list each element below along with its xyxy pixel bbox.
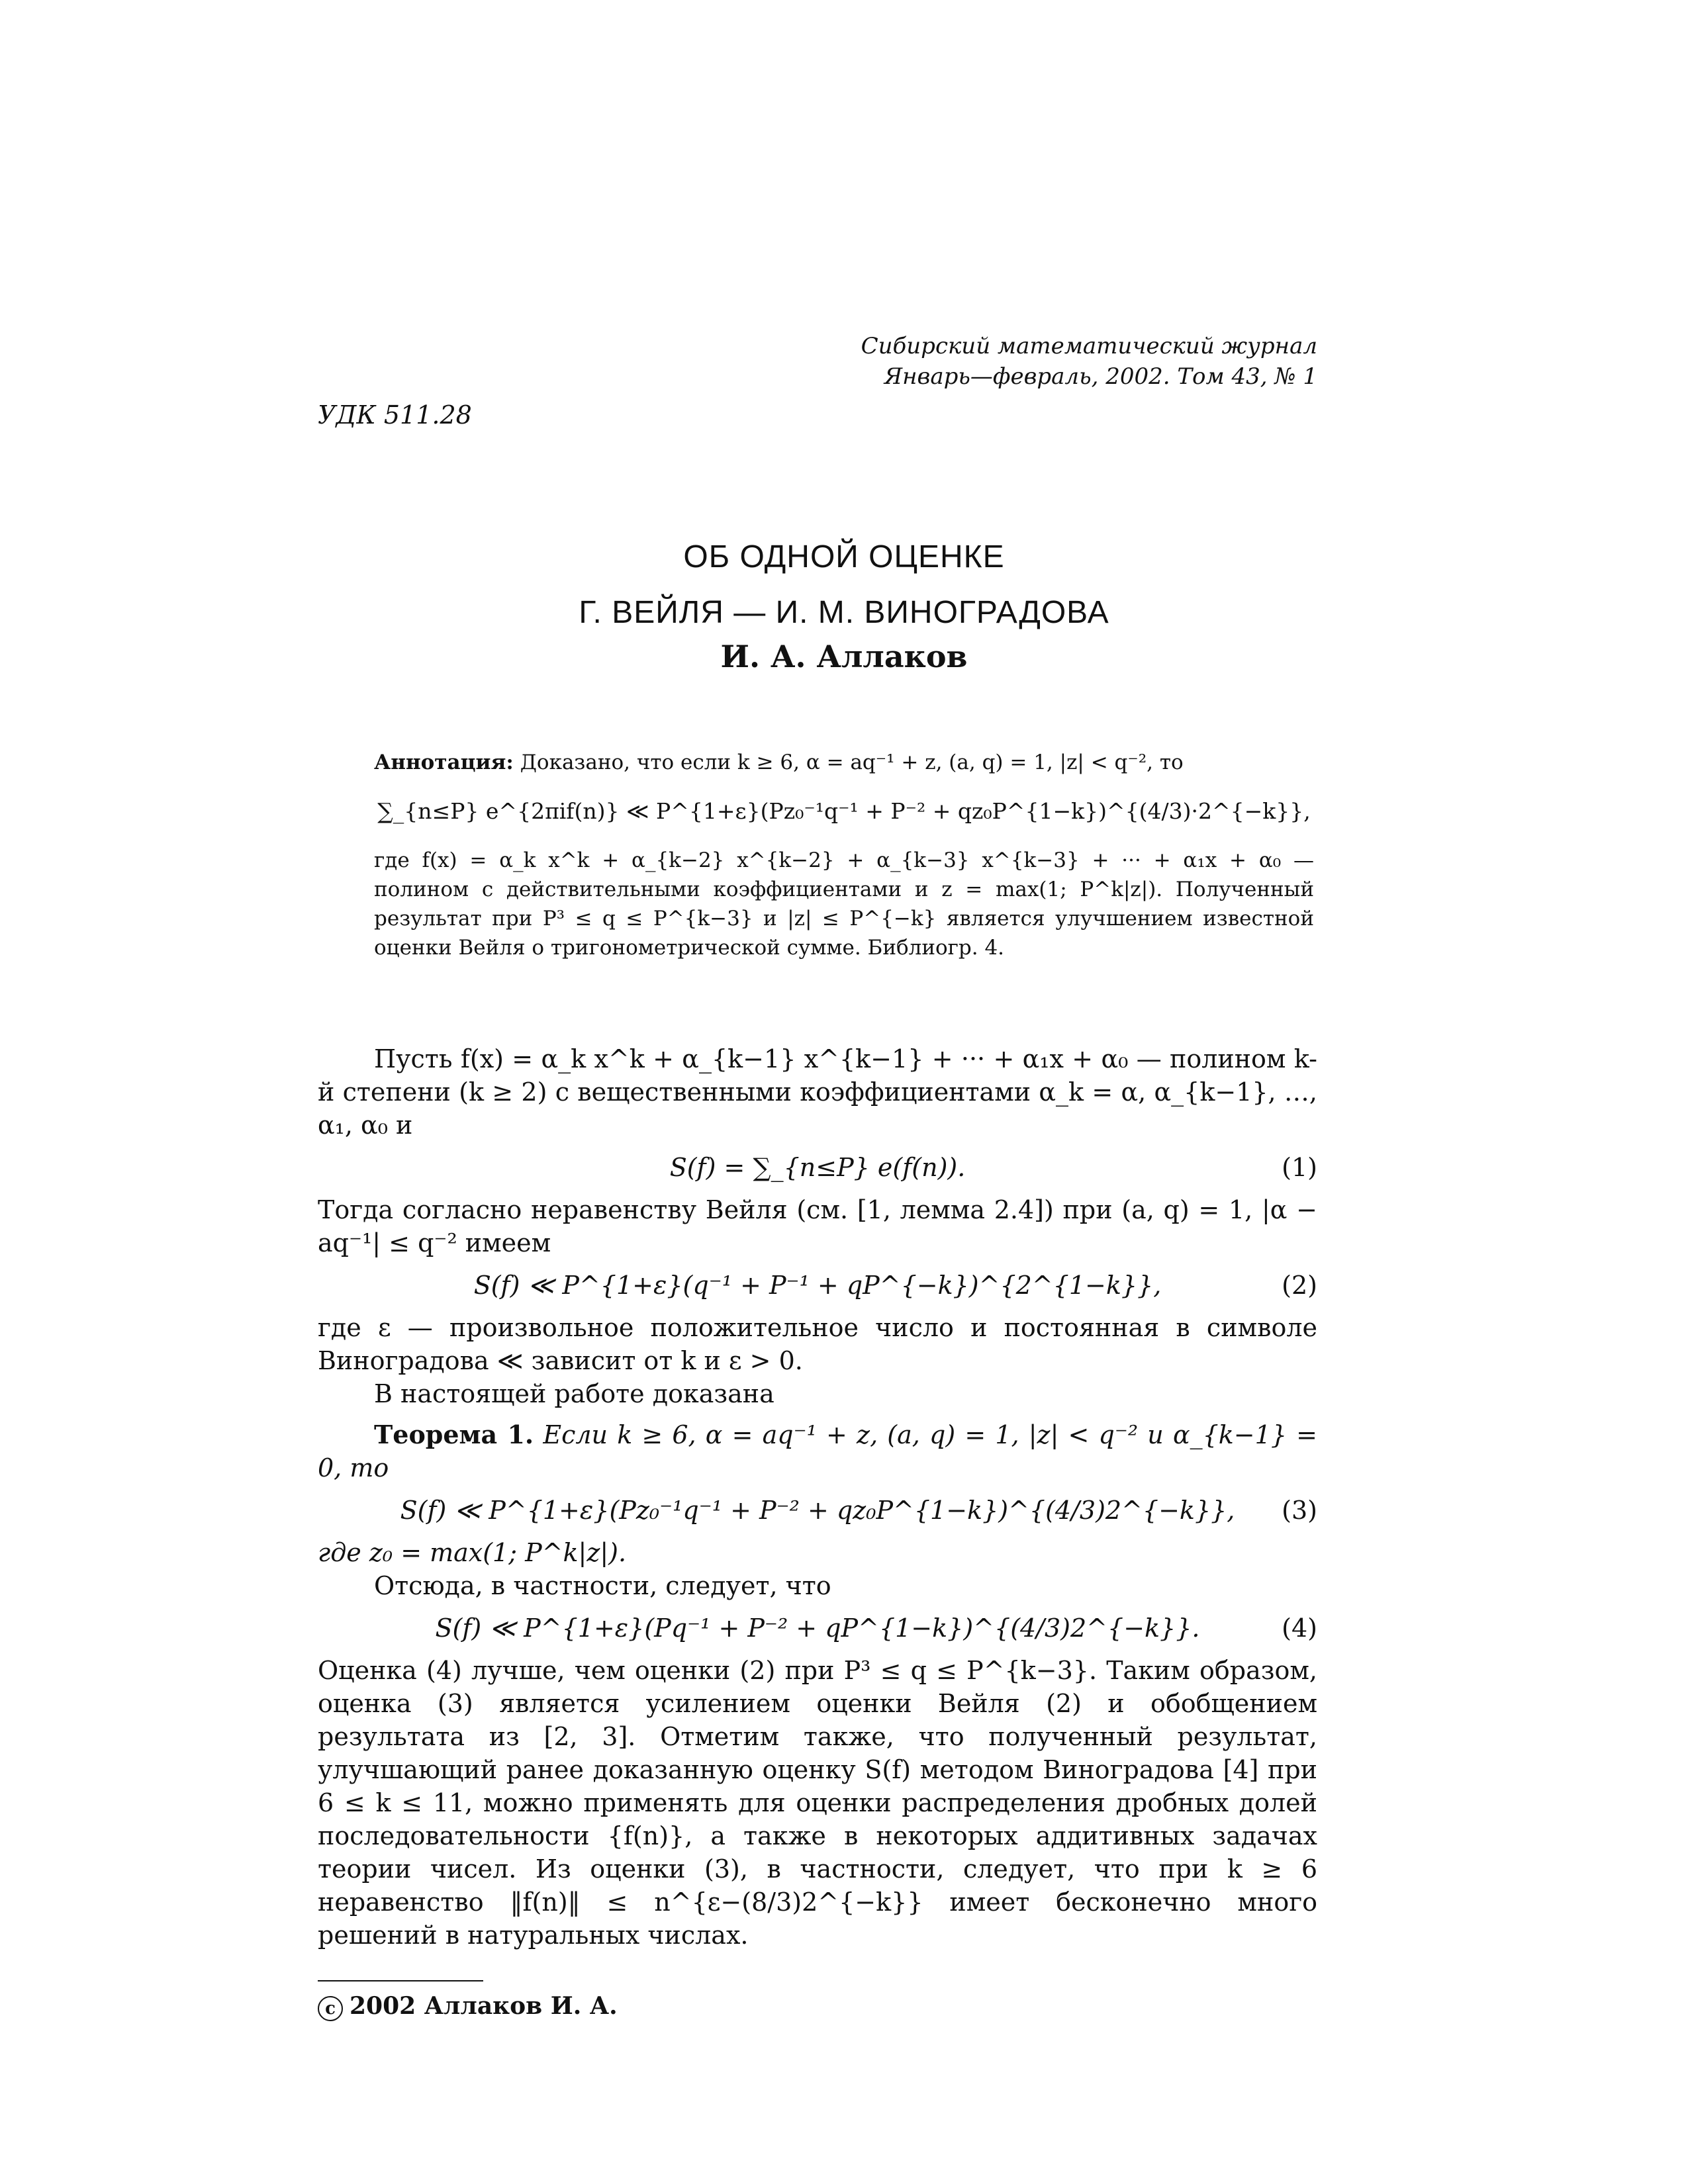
footnote-rule (318, 1980, 483, 1981)
paragraph-4: В настоящей работе доказана (374, 1379, 774, 1408)
theorem-label: Теорема 1. (374, 1420, 534, 1449)
formula-1-number: (1) (1282, 1153, 1317, 1182)
paragraph-3: где ε — произвольное положительное число и постоянная в символе Виноградова ≪ зависит от k и ε > 0. (318, 1313, 1317, 1375)
formula-3 (318, 1494, 1317, 1527)
journal-issue: Январь—февраль, 2002. Том 43, № 1 (884, 363, 1317, 390)
theorem-statement: Если k ≥ 6, α = aq⁻¹ + z, (a, q) = 1, |z| < q⁻² и α_{k−1} = 0, то (318, 1420, 1317, 1482)
formula-4 (318, 1612, 1317, 1645)
abstract (374, 748, 1314, 962)
paper-title (0, 529, 1688, 641)
formula-2-body: S(f) ≪ P^{1+ε}(q⁻¹ + P⁻¹ + qP^{−k})^{2^{1−k}}, (473, 1271, 1162, 1300)
formula-1 (318, 1151, 1317, 1184)
formula-2 (318, 1269, 1317, 1302)
abstract-text: где f(x) = α_k x^k + α_{k−2} x^{k−2} + α_{k−3} x^{k−3} + ··· + α₁x + α₀ — полином с действительными коэффициентами и z = max(1; P^k|z|). Полученный результат при P³ ≤ q ≤ P^{k−3} и |z| ≤ P^{−k} является улучшением известной оценки Вейля о тригонометрической сумме. Библиогр. 4. (374, 848, 1314, 960)
title-line-1: ОБ ОДНОЙ ОЦЕНКЕ (683, 539, 1005, 574)
theorem-1 (318, 1418, 1317, 1484)
copyright-icon: c (318, 1996, 343, 2021)
author-name: И. А. Аллаков (720, 639, 968, 674)
abstract-formula: ∑_{n≤P} e^{2πif(n)} ≪ P^{1+ε}(Pz₀⁻¹q⁻¹ + P⁻² + qz₀P^{1−k})^{(4/3)·2^{−k}}, (377, 798, 1311, 824)
paragraph-6: Отсюда, в частности, следует, что (374, 1571, 831, 1600)
udc-code: УДК 511.28 (318, 400, 472, 430)
copyright-line (318, 1992, 618, 2021)
paragraph-5: где z₀ = max(1; P^k|z|). (318, 1538, 627, 1567)
formula-4-number: (4) (1282, 1614, 1317, 1643)
journal-header (861, 331, 1317, 392)
paragraph-2: Тогда согласно неравенству Вейля (см. [1, лемма 2.4]) при (a, q) = 1, |α − aq⁻¹| ≤ q⁻² имеем (318, 1195, 1317, 1257)
paragraph-7: Оценка (4) лучше, чем оценки (2) при P³ ≤ q ≤ P^{k−3}. Таким образом, оценка (3) является усилением оценки Вейля (2) и обобщением результата из [2, 3]. Отметим также, что полученный результат, улучшающий ранее доказанную оценку S(f) методом Виноградова [4] при 6 ≤ k ≤ 11, можно применять для оценки распределения дробных долей последовательности {f(n)}, а также в некоторых аддитивных задачах теории чисел. Из оценки (3), в частности, следует, что при k ≥ 6 неравенство ‖f(n)‖ ≤ n^{ε−(8/3)2^{−k}} имеет бесконечно много решений в натуральных числах. (318, 1656, 1317, 1950)
formula-3-body: S(f) ≪ P^{1+ε}(Pz₀⁻¹q⁻¹ + P⁻² + qz₀P^{1−k})^{(4/3)2^{−k}}, (400, 1496, 1235, 1525)
journal-name: Сибирский математический журнал (861, 333, 1317, 359)
formula-1-body: S(f) = ∑_{n≤P} e(f(n)). (669, 1153, 966, 1182)
abstract-label: Аннотация: (374, 751, 514, 774)
formula-2-number: (2) (1282, 1271, 1317, 1300)
abstract-intro: Доказано, что если k ≥ 6, α = aq⁻¹ + z, (a, q) = 1, |z| < q⁻², то (520, 751, 1184, 774)
main-text (318, 1042, 1317, 1952)
title-line-2: Г. ВЕЙЛЯ — И. М. ВИНОГРАДОВА (579, 595, 1109, 630)
copyright-text: 2002 Аллаков И. А. (350, 1992, 618, 2020)
formula-4-body: S(f) ≪ P^{1+ε}(Pq⁻¹ + P⁻² + qP^{1−k})^{(4/3)2^{−k}}. (435, 1614, 1200, 1643)
formula-3-number: (3) (1282, 1496, 1317, 1525)
paragraph-1: Пусть f(x) = α_k x^k + α_{k−1} x^{k−1} + ··· + α₁x + α₀ — полином k-й степени (k ≥ 2) с вещественными коэффициентами α_k = α, α_{k−1}, …, α₁, α₀ и (318, 1044, 1317, 1140)
